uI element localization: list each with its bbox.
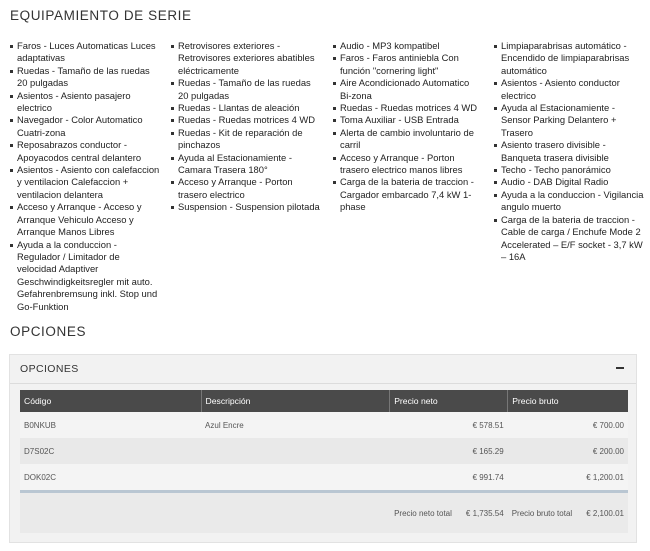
- equipment-item: Asientos - Asiento pasajero electrico: [10, 90, 160, 115]
- option-code: D7S02C: [20, 438, 201, 464]
- gross-total-value: € 2,100.01: [586, 508, 624, 518]
- option-description: [201, 464, 390, 492]
- equipment-column-4: [494, 40, 644, 263]
- column-header-net-price[interactable]: Precio neto: [390, 390, 508, 412]
- equipment-item: Toma Auxiliar - USB Entrada: [333, 114, 483, 126]
- equipment-item: Faros - Luces Automaticas Luces adaptativas: [10, 40, 160, 65]
- option-net-price: € 991.74: [390, 464, 508, 492]
- equipment-item: Aire Acondicionado Automatico Bi-zona: [333, 77, 483, 102]
- equipment-item: Acceso y Arranque - Porton trasero electrico manos libres: [333, 152, 483, 177]
- options-section-title: OPCIONES: [10, 324, 87, 339]
- option-net-price: € 578.51: [390, 412, 508, 438]
- equipment-item: Ayuda al Estacionamiente - Camara Trasera 180°: [171, 152, 321, 177]
- option-code: DOK02C: [20, 464, 201, 492]
- equipment-item: Ayuda al Estacionamiente - Sensor Parking Delantero + Trasero: [494, 102, 644, 139]
- equipment-item: Asientos - Asiento con calefaccion y ventilacion Calefaccion + ventilacion delantera: [10, 164, 160, 201]
- options-panel-title: OPCIONES: [20, 363, 79, 375]
- equipment-item: Ruedas - Ruedas motrices 4 WD: [333, 102, 483, 114]
- equipment-item: Reposabrazos conductor - Apoyacodos central delantero: [10, 139, 160, 164]
- equipment-column-3: [333, 40, 483, 214]
- equipment-item: Asiento trasero divisible - Banqueta trasera divisible: [494, 139, 644, 164]
- equipment-item: Ruedas - Kit de reparación de pinchazos: [171, 127, 321, 152]
- gross-total: [508, 492, 628, 534]
- equipment-item: Carga de la bateria de traccion - Cargador embarcado 7,4 kW 1-phase: [333, 176, 483, 213]
- equipment-item: Ruedas - Ruedas motrices 4 WD: [171, 114, 321, 126]
- equipment-item: Limpiaparabrisas automático - Encendido de limpiaparabrisas automático: [494, 40, 644, 77]
- equipment-item: Ayuda a la conduccion - Vigilancia angulo muerto: [494, 189, 644, 214]
- equipment-item: Retrovisores exteriores - Retrovisores exteriores abatibles eléctricamente: [171, 40, 321, 77]
- totals-row: [20, 492, 628, 534]
- equipment-item: Suspension - Suspension pilotada: [171, 201, 321, 213]
- equipment-item: Ruedas - Tamaño de las ruedas 20 pulgadas: [171, 77, 321, 102]
- equipment-item: Ayuda a la conduccion - Regulador / Limitador de velocidad Adaptiver Geschwindigkeitsregler mit auto. Gefahrenbremsung inkl. Stop und Go-Funktion: [10, 239, 160, 313]
- option-gross-price: € 1,200.01: [508, 464, 628, 492]
- equipment-item: Carga de la bateria de traccion - Cable de carga / Enchufe Mode 2 Accelerated – E/F socket - 3,7 kW – 16A: [494, 214, 644, 264]
- net-total-label: Precio neto total: [394, 508, 452, 518]
- column-header-code[interactable]: Código: [20, 390, 201, 412]
- equipment-item: Techo - Techo panorámico: [494, 164, 644, 176]
- options-table-header: [20, 390, 628, 412]
- minus-icon[interactable]: [613, 361, 627, 375]
- equipment-item: Ruedas - Tamaño de las ruedas 20 pulgadas: [10, 65, 160, 90]
- net-total: [390, 492, 508, 534]
- table-row[interactable]: [20, 412, 628, 438]
- equipment-item: Audio - DAB Digital Radio: [494, 176, 644, 188]
- option-gross-price: € 700.00: [508, 412, 628, 438]
- options-panel: [9, 354, 637, 543]
- equipment-column-2: [171, 40, 321, 214]
- gross-total-label: Precio bruto total: [511, 508, 573, 518]
- option-code: B0NKUB: [20, 412, 201, 438]
- equipment-item: Asientos - Asiento conductor electrico: [494, 77, 644, 102]
- equipment-item: Navegador - Color Automatico Cuatri-zona: [10, 114, 160, 139]
- equipment-item: Acceso y Arranque - Acceso y Arranque Vehiculo Acceso y Arranque Manos Libres: [10, 201, 160, 238]
- option-gross-price: € 200.00: [508, 438, 628, 464]
- options-table: [20, 390, 628, 533]
- standard-equipment-title: EQUIPAMIENTO DE SERIE: [10, 8, 192, 23]
- option-net-price: € 165.29: [390, 438, 508, 464]
- equipment-item: Faros - Faros antiniebla Con función "cornering light": [333, 52, 483, 77]
- column-header-description[interactable]: Descripción: [201, 390, 390, 412]
- option-description: [201, 438, 390, 464]
- column-header-gross-price[interactable]: Precio bruto: [508, 390, 628, 412]
- equipment-item: Alerta de cambio involuntario de carril: [333, 127, 483, 152]
- net-total-value: € 1,735.54: [465, 508, 504, 518]
- options-panel-header[interactable]: [10, 355, 636, 384]
- equipment-item: Acceso y Arranque - Porton trasero electrico: [171, 176, 321, 201]
- equipment-column-1: [10, 40, 160, 313]
- option-description: Azul Encre: [201, 412, 390, 438]
- equipment-item: Audio - MP3 kompatibel: [333, 40, 483, 52]
- table-row[interactable]: [20, 464, 628, 492]
- table-row[interactable]: [20, 438, 628, 464]
- equipment-item: Ruedas - Llantas de aleación: [171, 102, 321, 114]
